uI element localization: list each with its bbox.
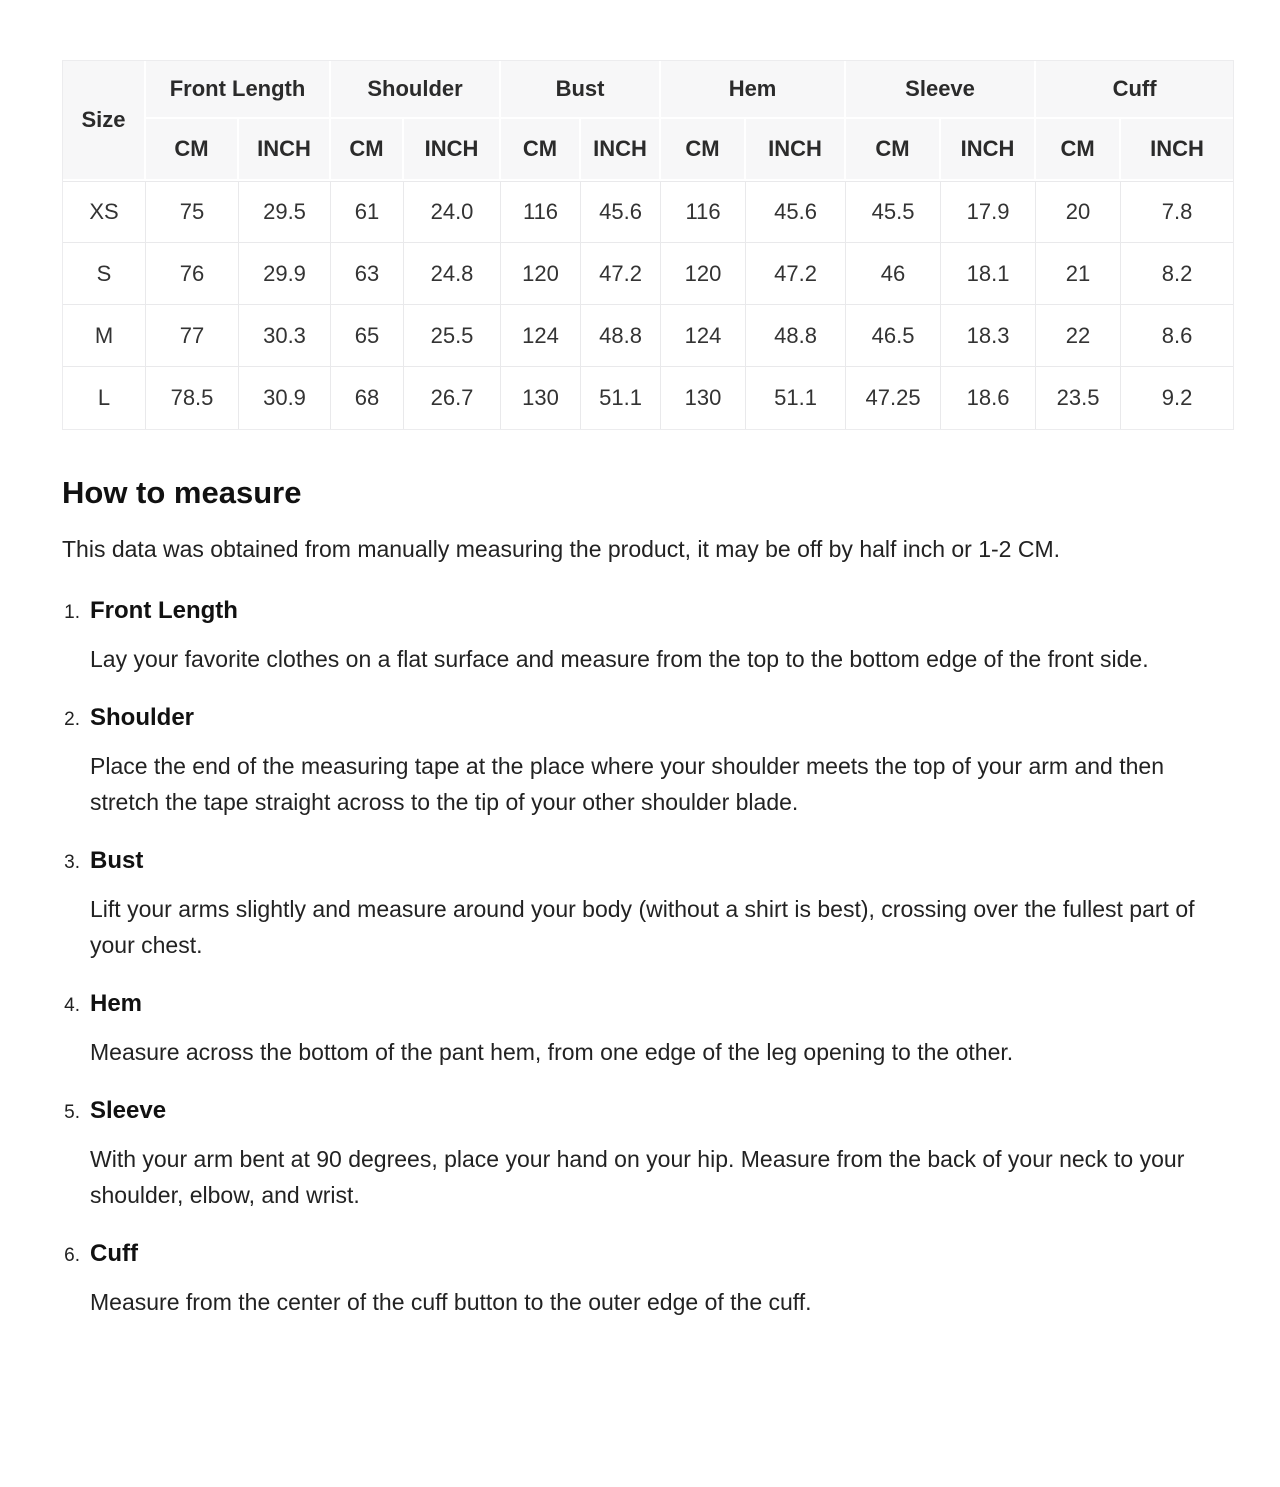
value-cell: 45.6	[581, 181, 661, 243]
value-cell: 61	[331, 181, 404, 243]
value-cell: 23.5	[1036, 367, 1121, 429]
table-row	[63, 367, 1233, 429]
step-term: Sleeve	[90, 1096, 167, 1124]
value-cell: 116	[661, 181, 746, 243]
step-description: Lift your arms slightly and measure around your body (without a shirt is best), crossing over the fullest part of your chest.	[90, 895, 1195, 958]
step-term: Cuff	[90, 1239, 138, 1267]
intro-text: This data was obtained from manually measuring the product, it may be off by half inch or 1-2 CM.	[62, 535, 1061, 562]
size-cell: XS	[63, 181, 146, 243]
group-header-shoulder: Shoulder	[331, 61, 501, 119]
table-header-group-row	[63, 61, 1233, 119]
step-number: 5.	[64, 1101, 80, 1123]
value-cell: 46.5	[846, 305, 941, 367]
unit-header-inch: INCH	[941, 119, 1036, 181]
unit-header-cm: CM	[661, 119, 746, 181]
size-cell: S	[63, 243, 146, 305]
value-cell: 21	[1036, 243, 1121, 305]
value-cell: 24.8	[404, 243, 501, 305]
value-cell: 18.3	[941, 305, 1036, 367]
value-cell: 45.6	[746, 181, 846, 243]
measure-step	[62, 597, 1208, 677]
unit-header-inch: INCH	[404, 119, 501, 181]
unit-header-inch: INCH	[239, 119, 331, 181]
value-cell: 30.9	[239, 367, 331, 429]
value-cell: 120	[661, 243, 746, 305]
value-cell: 65	[331, 305, 404, 367]
size-cell: L	[63, 367, 146, 429]
value-cell: 46	[846, 243, 941, 305]
value-cell: 7.8	[1121, 181, 1233, 243]
unit-header-cm: CM	[146, 119, 239, 181]
value-cell: 26.7	[404, 367, 501, 429]
value-cell: 120	[501, 243, 581, 305]
value-cell: 68	[331, 367, 404, 429]
step-term: Shoulder	[90, 703, 195, 731]
size-column-header: Size	[63, 61, 146, 181]
value-cell: 20	[1036, 181, 1121, 243]
value-cell: 124	[501, 305, 581, 367]
value-cell: 47.25	[846, 367, 941, 429]
measure-step	[62, 1097, 1208, 1213]
value-cell: 24.0	[404, 181, 501, 243]
unit-header-cm: CM	[501, 119, 581, 181]
value-cell: 29.5	[239, 181, 331, 243]
measure-step	[62, 1240, 1208, 1320]
group-header-cuff: Cuff	[1036, 61, 1233, 119]
value-cell: 29.9	[239, 243, 331, 305]
value-cell: 18.1	[941, 243, 1036, 305]
value-cell: 75	[146, 181, 239, 243]
step-number: 1.	[64, 601, 80, 623]
value-cell: 8.2	[1121, 243, 1233, 305]
value-cell: 130	[501, 367, 581, 429]
value-cell: 51.1	[746, 367, 846, 429]
step-description: Measure across the bottom of the pant hem, from one edge of the leg opening to the other.	[90, 1038, 1014, 1065]
size-cell: M	[63, 305, 146, 367]
table-row	[63, 243, 1233, 305]
value-cell: 8.6	[1121, 305, 1233, 367]
value-cell: 22	[1036, 305, 1121, 367]
step-description: Lay your favorite clothes on a flat surface and measure from the top to the bottom edge of the front side.	[90, 645, 1149, 672]
value-cell: 51.1	[581, 367, 661, 429]
value-cell: 77	[146, 305, 239, 367]
unit-header-inch: INCH	[746, 119, 846, 181]
unit-header-cm: CM	[331, 119, 404, 181]
value-cell: 76	[146, 243, 239, 305]
unit-header-inch: INCH	[581, 119, 661, 181]
step-description: Measure from the center of the cuff button to the outer edge of the cuff.	[90, 1288, 812, 1315]
size-chart-table	[62, 60, 1234, 430]
value-cell: 124	[661, 305, 746, 367]
unit-header-inch: INCH	[1121, 119, 1233, 181]
step-head	[62, 704, 1208, 732]
value-cell: 78.5	[146, 367, 239, 429]
value-cell: 116	[501, 181, 581, 243]
step-number: 3.	[64, 851, 80, 873]
value-cell: 25.5	[404, 305, 501, 367]
value-cell: 63	[331, 243, 404, 305]
value-cell: 17.9	[941, 181, 1036, 243]
value-cell: 130	[661, 367, 746, 429]
step-head	[62, 847, 1208, 875]
group-header-sleeve: Sleeve	[846, 61, 1036, 119]
measure-step	[62, 847, 1208, 963]
group-header-front-length: Front Length	[146, 61, 331, 119]
step-description: With your arm bent at 90 degrees, place your hand on your hip. Measure from the back of your neck to your shoulder, elbow, and wrist.	[90, 1145, 1185, 1208]
step-term: Bust	[90, 846, 144, 874]
section-title: How to measure	[62, 475, 302, 510]
step-number: 4.	[64, 994, 80, 1016]
step-head	[62, 597, 1208, 625]
value-cell: 47.2	[746, 243, 846, 305]
group-header-hem: Hem	[661, 61, 846, 119]
unit-header-cm: CM	[1036, 119, 1121, 181]
value-cell: 48.8	[746, 305, 846, 367]
value-cell: 48.8	[581, 305, 661, 367]
step-term: Hem	[90, 989, 143, 1017]
measure-step	[62, 704, 1208, 820]
step-number: 2.	[64, 708, 80, 730]
measure-step	[62, 990, 1208, 1070]
group-header-bust: Bust	[501, 61, 661, 119]
how-to-measure-section	[62, 475, 1208, 1320]
step-head	[62, 1097, 1208, 1125]
step-description: Place the end of the measuring tape at the place where your shoulder meets the top of your arm and then stretch the tape straight across to the tip of your other shoulder blade.	[90, 752, 1164, 815]
value-cell: 18.6	[941, 367, 1036, 429]
value-cell: 47.2	[581, 243, 661, 305]
step-head	[62, 990, 1208, 1018]
table-header-unit-row	[63, 119, 1233, 181]
value-cell: 30.3	[239, 305, 331, 367]
step-head	[62, 1240, 1208, 1268]
table-row	[63, 181, 1233, 243]
step-term: Front Length	[90, 596, 238, 624]
unit-header-cm: CM	[846, 119, 941, 181]
step-number: 6.	[64, 1244, 80, 1266]
value-cell: 45.5	[846, 181, 941, 243]
value-cell: 9.2	[1121, 367, 1233, 429]
table-row	[63, 305, 1233, 367]
